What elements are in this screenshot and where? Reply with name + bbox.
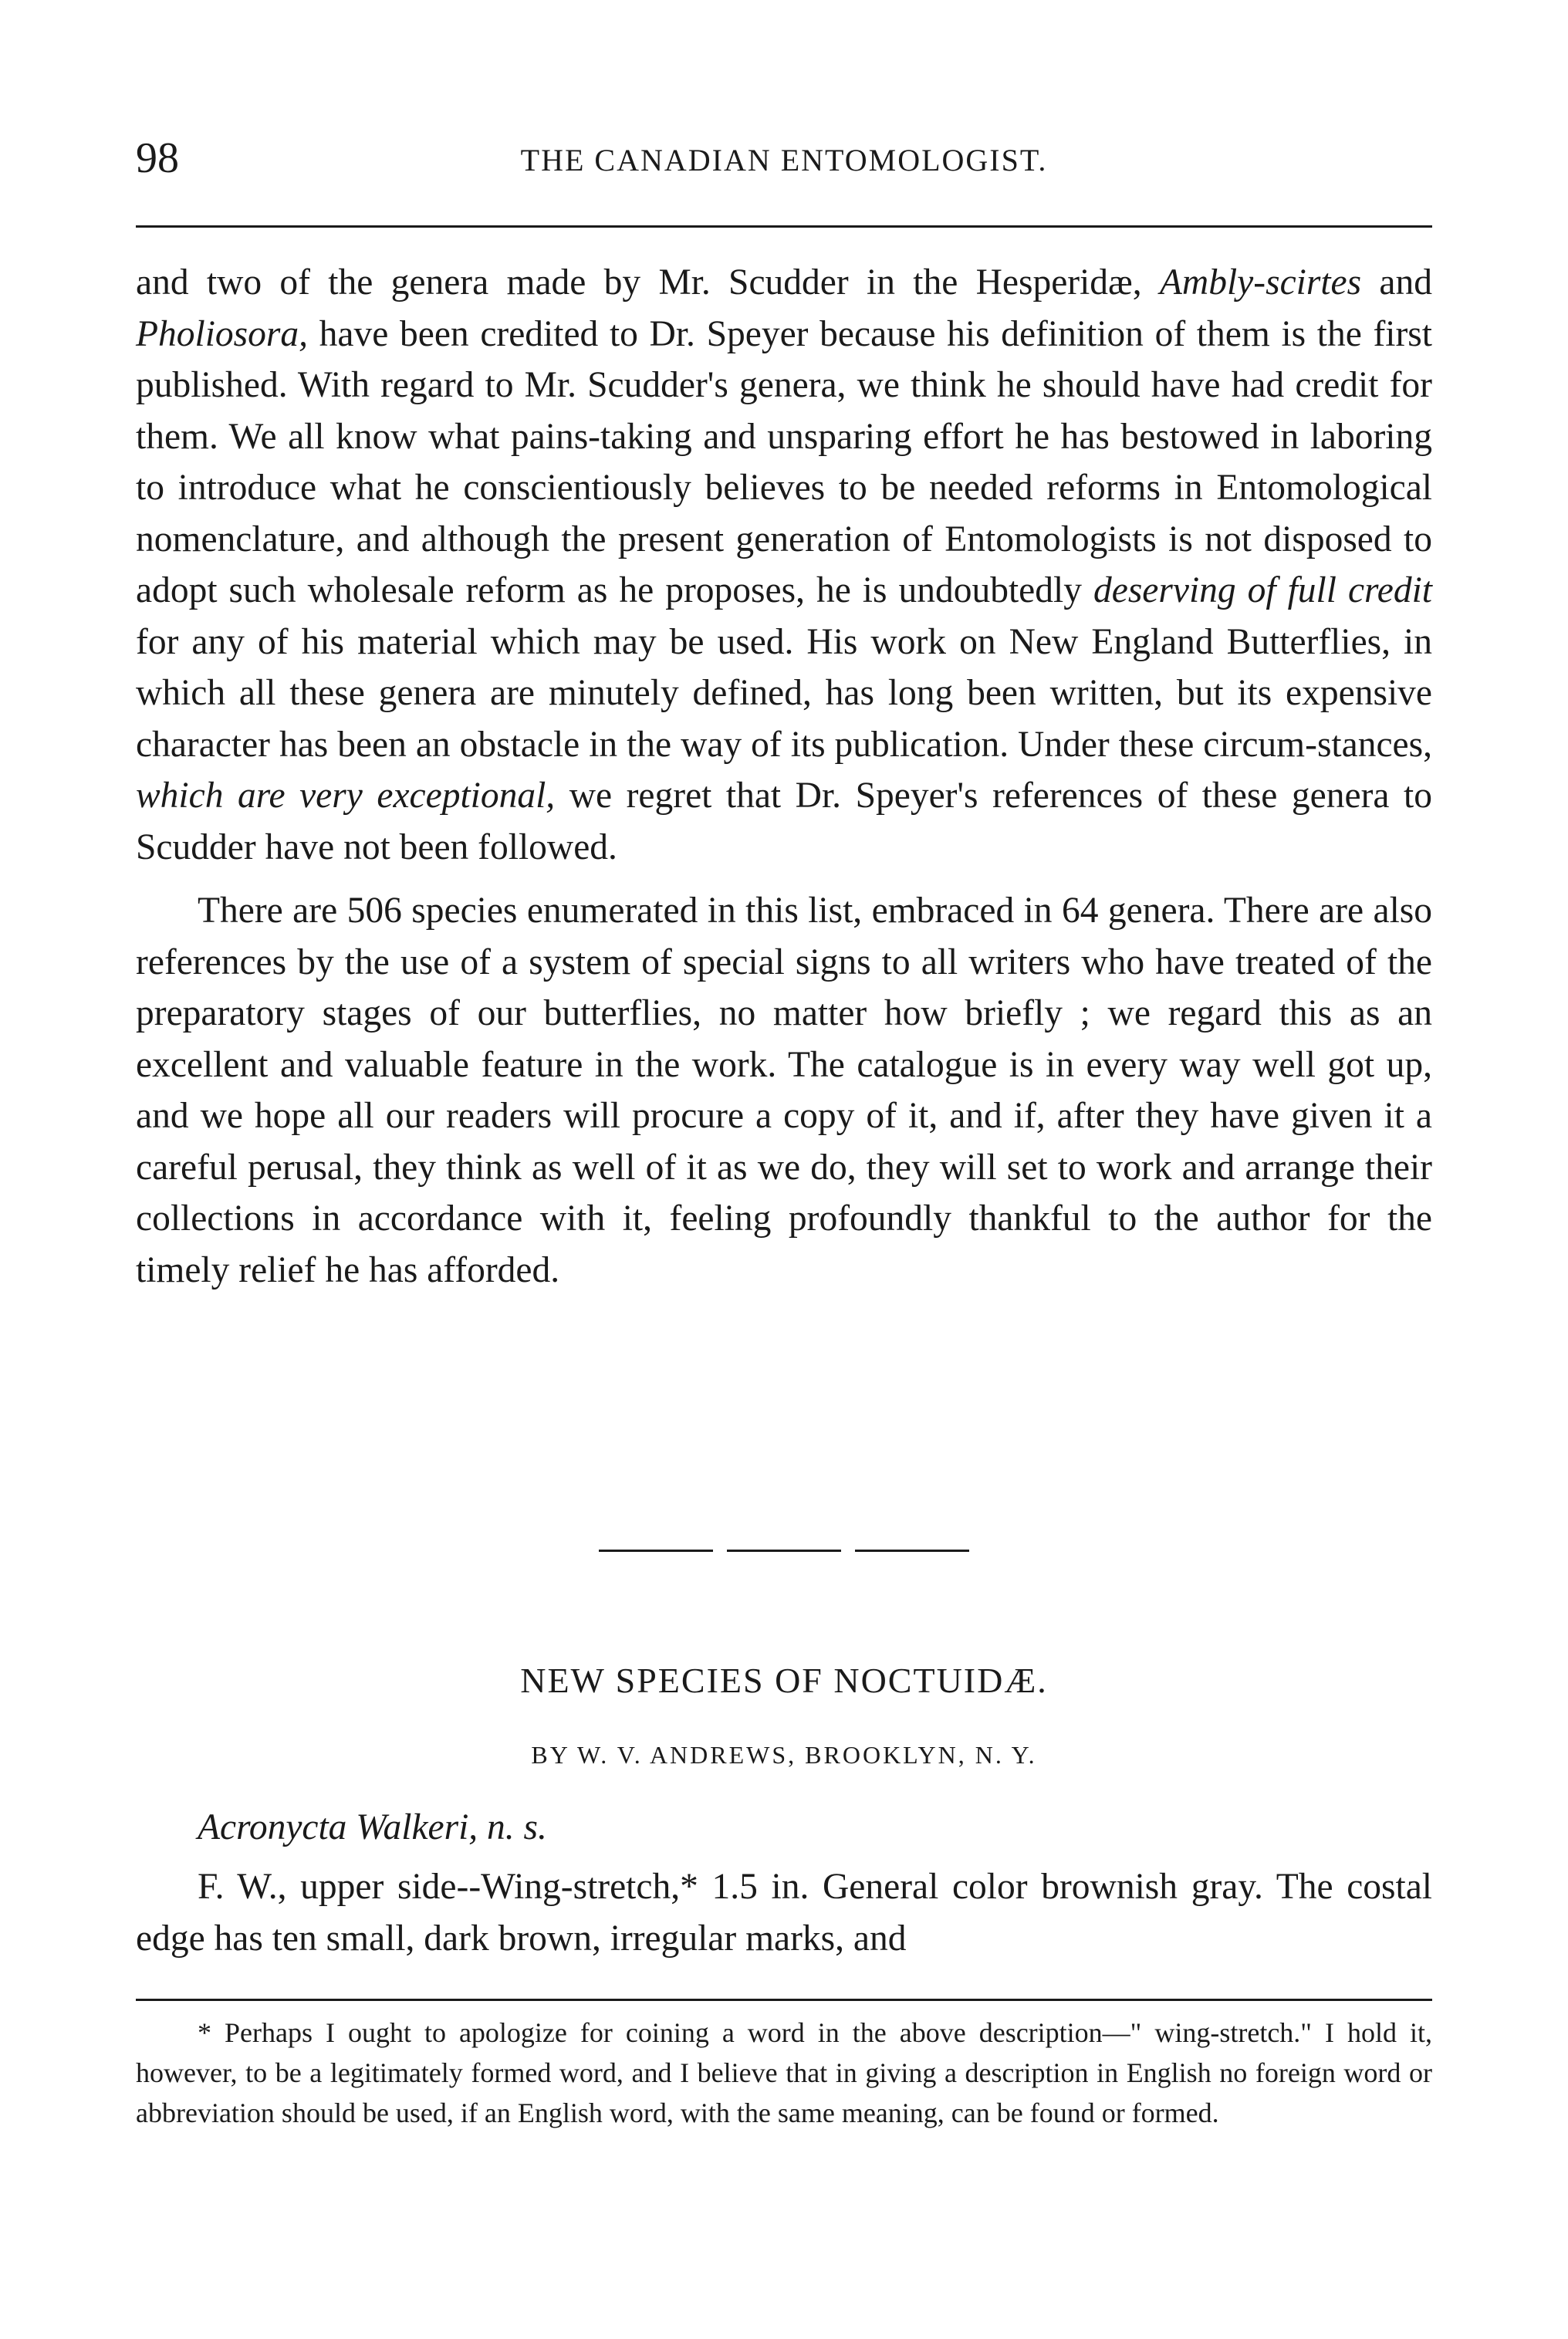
text-run: have been credited to Dr. Speyer because his definition of them is the first published. With regard to Mr. Scudder's genera, we think he should have had credit for them. We all know what pains-taking and unsparing effort he has bestowed in laboring to introduce what he conscientiously believes to be needed reforms in Entomological nomenclature, and although the present generation of Entomologists is not disposed to adopt such wholesale reform as he proposes, he is undoubtedly [136, 313, 1432, 610]
text-run: for any of his material which may be used. His work on New England Butterflies, in which all these genera are minutely defined, has long been written, but its expensive character has been an obstacle in the way of its publication. Under these circum-stances, [136, 621, 1432, 765]
genus-name: Pholiosora, [136, 313, 309, 354]
emphasis: which are very exceptional, [136, 776, 556, 816]
article-paragraph: F. W., upper side--Wing-stretch,* 1.5 in. General color brownish gray. The costal edge has ten small, dark brown, irregular marks, and [136, 1867, 1432, 1959]
running-head: THE CANADIAN ENTOMOLOGIST. [520, 143, 1048, 177]
species-name: Acronycta Walkeri, n. s. [198, 1807, 547, 1847]
footnote [136, 2013, 1432, 2133]
emphasis: deserving of full credit [1093, 570, 1432, 610]
page-number: 98 [136, 134, 179, 182]
section-divider [599, 1550, 969, 1552]
review-paragraph [136, 257, 1432, 873]
footnote-text: * Perhaps I ought to apologize for coining a word in the above description—" wing-stretch." I hold it, however, to be a legitimately formed word, and I believe that in giving a description in English no foreign word or abbreviation should be used, if an English word, with the same meaning, can be found or formed. [136, 2017, 1432, 2128]
page-header [136, 135, 1432, 197]
genus-name: Ambly-scirtes [1159, 262, 1362, 303]
text-run: we regret that Dr. Speyer's references of these genera to Scudder have not been followed. [136, 776, 1432, 867]
article-title: NEW SPECIES OF NOCTUIDÆ. [520, 1661, 1048, 1700]
byline: BY W. V. ANDREWS, BROOKLYN, N. Y. [531, 1741, 1037, 1769]
article-body [136, 1861, 1432, 1964]
footnote-rule [136, 1999, 1432, 2001]
review-paragraph: There are 506 species enumerated in this list, embraced in 64 genera. There are also references by the use of a system of special signs to all writers who have treated of the preparatory stages of our butterflies, no matter how briefly ; we regard this as an excellent and valuable feature in the work. The catalogue is in every way well got up, and we hope all our readers will procure a copy of it, and if, after they have given it a careful perusal, they think as well of it as we do, they will set to work and arrange their collections in accordance with it, feeling profoundly thankful to the author for the timely relief he has afforded. [136, 891, 1432, 1290]
text-run: and two of the genera made by Mr. Scudder in the Hesperidæ, [136, 262, 1160, 303]
text-run: and [1361, 262, 1432, 303]
review-text [136, 257, 1432, 1296]
header-rule [136, 225, 1432, 228]
